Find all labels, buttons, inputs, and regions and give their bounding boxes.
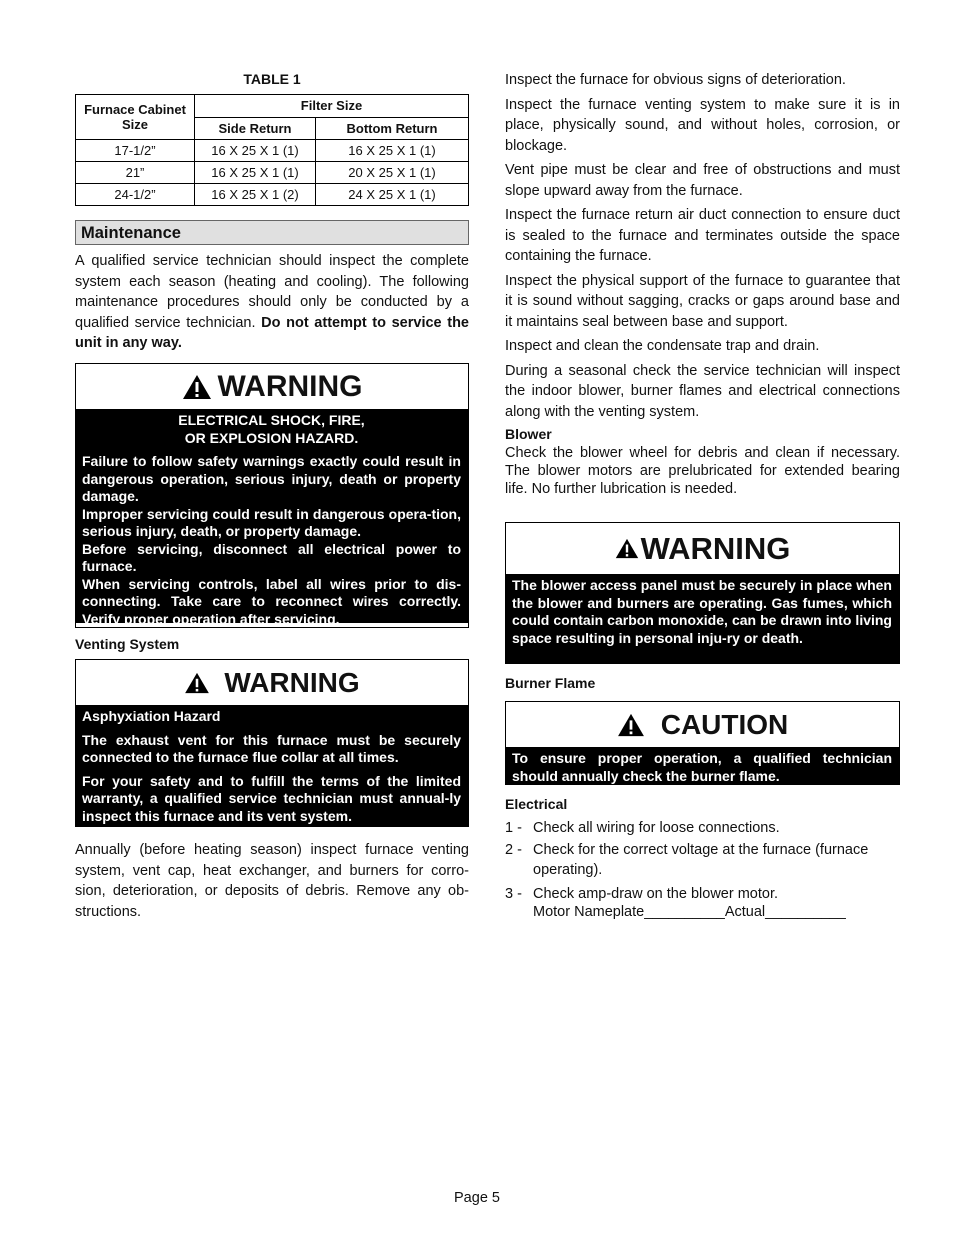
warning-text: When servicing controls, label all wires prior to dis-connecting. Take care to reconnect wires correctly. Verify proper operation after servicing. [82, 575, 461, 627]
asphyxiation-warning-box [75, 659, 469, 827]
inspection-paragraph: Inspect the furnace return air duct connection to ensure duct is sealed to the furnace and terminates outside the space containing the furnace. [505, 207, 900, 264]
list-text: Check for the correct voltage at the furnace (furnace operating). [533, 841, 869, 878]
inspection-paragraph: Inspect and clean the condensate trap and drain. [505, 338, 820, 354]
caution-header [506, 702, 899, 747]
cell-cabinet: 21” [76, 162, 195, 184]
warning-body [506, 574, 899, 663]
burner-heading: Burner Flame [505, 675, 596, 691]
nameplate-line: Motor Nameplate__________Actual__________ [533, 903, 846, 920]
inspection-paragraph: Inspect the furnace venting system to make sure it is in place, physically sound, and without holes, corrosion, or blockage. [505, 96, 900, 154]
list-item [505, 840, 900, 881]
table-row [76, 162, 469, 184]
header-cabinet-size: Furnace Cabinet Size [76, 95, 195, 140]
table-title: TABLE 1 [243, 71, 301, 87]
warning-header [76, 660, 468, 705]
inspection-paragraph: Inspect the furnace for obvious signs of deterioration. [505, 72, 846, 88]
venting-body: Annually (before heating season) inspect furnace venting system, vent cap, heat exchanger, and burners for corro-sion, deterioration, or deposits of debris. Remove any ob-structions. [75, 842, 469, 920]
filter-size-table [75, 94, 469, 206]
list-text: Check all wiring for loose connections. [533, 820, 780, 836]
warning-text: Improper servicing could result in dangerous opera-tion, serious injury, death, or property damage. [82, 505, 461, 539]
warning-text: Before servicing, disconnect all electrical power to furnace. [82, 540, 461, 574]
cell-bottom: 16 X 25 X 1 (1) [316, 140, 469, 162]
hazard-line-2: OR EXPLOSION HAZARD. [184, 429, 359, 446]
electrical-heading: Electrical [505, 796, 568, 812]
warning-text: For your safety and to fulfill the terms of the limited warranty, a qualified service technician must annual-ly inspect this furnace and its vent system. [82, 772, 461, 824]
list-text [533, 885, 846, 921]
warning-header [76, 364, 468, 409]
header-bottom-return: Bottom Return [316, 117, 469, 140]
warning-body [76, 409, 468, 627]
cell-bottom: 24 X 25 X 1 (1) [316, 184, 469, 206]
warning-title: WARNING [217, 369, 363, 403]
warning-title: WARNING [640, 530, 791, 566]
list-number: 1 - [505, 820, 522, 836]
caution-title: CAUTION [660, 708, 789, 740]
electrical-list [505, 818, 900, 921]
cell-cabinet: 24-1/2” [76, 184, 195, 206]
hazard-line-1: ELECTRICAL SHOCK, FIRE, [178, 412, 365, 428]
cell-bottom: 20 X 25 X 1 (1) [316, 162, 469, 184]
table-row [76, 140, 469, 162]
blower-heading: Blower [505, 426, 552, 442]
cell-side: 16 X 25 X 1 (1) [195, 162, 316, 184]
caution-triangle-icon [617, 713, 645, 737]
cell-side: 16 X 25 X 1 (2) [195, 184, 316, 206]
warning-text: The blower access panel must be securely in place when the blower and burners are operating. Gas fumes, which could contain carbon monoxide, can be drawn into living space resulting in personal inju-ry or death. [512, 577, 892, 646]
warning-text: The exhaust vent for this furnace must be securely connected to the furnace flue collar at all times. [82, 731, 461, 765]
page-number: Page 5 [454, 1190, 500, 1206]
electrical-warning-box [75, 363, 469, 628]
header-side-return: Side Return [195, 117, 316, 140]
maintenance-intro-bold: Do not attempt to service the unit in any way. [75, 314, 469, 351]
cell-cabinet: 17-1/2” [76, 140, 195, 162]
hazard-line: Asphyxiation Hazard [82, 708, 221, 724]
table-row [76, 184, 469, 206]
maintenance-heading: Maintenance [75, 220, 469, 245]
venting-body-block [75, 840, 469, 922]
warning-triangle-icon [184, 672, 210, 694]
list-item [505, 818, 900, 839]
caution-text: To ensure proper operation, a qualified technician should annually check the burner flame. [512, 750, 892, 784]
blower-warning-box [505, 522, 900, 664]
venting-heading: Venting System [75, 636, 180, 652]
blower-body: Check the blower wheel for debris and clean if necessary. The blower motors are prelubricated for extended bearing life. No further lubrication is needed. [505, 445, 900, 497]
warning-body [76, 705, 468, 827]
warning-header [506, 523, 899, 574]
warning-text: Failure to follow safety warnings exactly could result in dangerous operation, serious injury, death or property damage. [82, 453, 461, 504]
maintenance-intro-text: A qualified service technician should inspect the complete system each season (heating and cooling). The following maintenance procedures should only be conducted by a qualified service technician. [75, 253, 469, 331]
list-number: 2 - [505, 841, 522, 858]
inspection-paragraph: Vent pipe must be clear and free of obstructions and must slope upward away from the furnace. [505, 162, 900, 199]
warning-triangle-icon [182, 374, 212, 400]
inspection-paragraph: During a seasonal check the service technician will inspect the indoor blower, burner flames and electrical connections along with the venting system. [505, 362, 900, 420]
inspection-list [505, 70, 900, 498]
list-number: 3 - [505, 885, 522, 902]
warning-title: WARNING [224, 666, 360, 698]
burner-caution-box [505, 701, 900, 785]
warning-triangle-icon [615, 538, 639, 559]
inspection-paragraph: Inspect the physical support of the furnace to guarantee that it is sound without sagging, cracks or gaps around base and it maintains seal between base and support. [505, 272, 900, 330]
cell-side: 16 X 25 X 1 (1) [195, 140, 316, 162]
caution-body [506, 747, 899, 784]
list-item [505, 885, 900, 921]
header-filter-size: Filter Size [195, 95, 469, 118]
maintenance-intro [75, 251, 469, 354]
maintenance-intro-block [75, 251, 469, 354]
list-text-line: Check amp-draw on the blower motor. [533, 885, 778, 902]
